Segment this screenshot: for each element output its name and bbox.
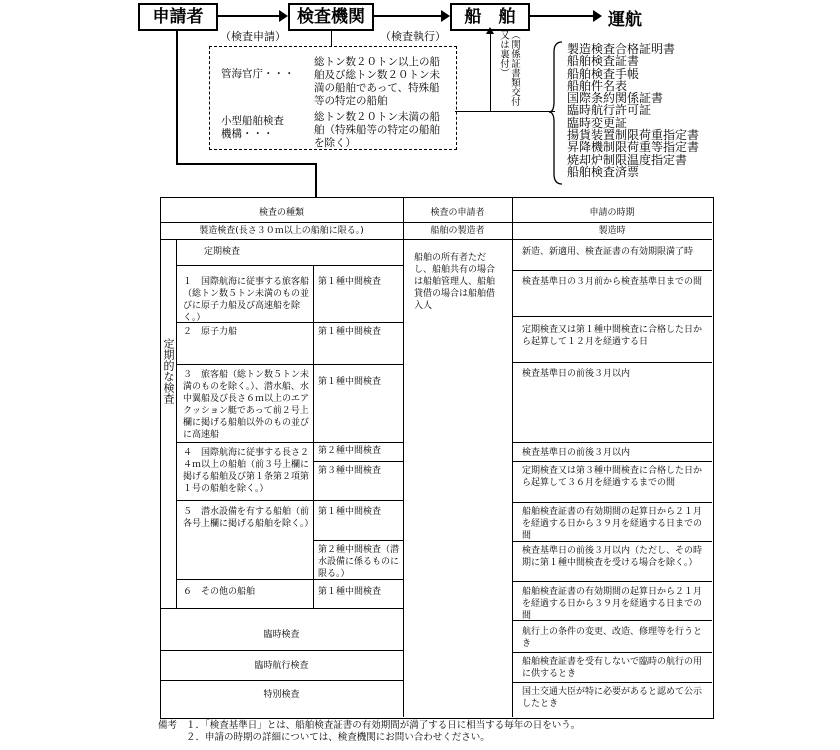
timing: 検査基準日の前後３月以内 [522, 448, 631, 458]
cert-item: 船舶検査証書 [567, 54, 640, 69]
header-applicant: 検査の申請者 [430, 208, 485, 218]
timing: 航行上の条件の変更、改造、修理等を行うとき [522, 627, 703, 649]
row-line [512, 620, 712, 621]
mid-check: 第２種中間検査（潜水設備に係るものに限る。） [318, 545, 400, 579]
mid-check: 第１種中間検査 [318, 277, 382, 287]
header-timing: 申請の時期 [589, 208, 635, 218]
periodic-applicant: 船舶の所有者ただし、船舶共有の場合は船舶管理人、船舶貸借の場合は船舶借入人 [414, 253, 496, 311]
note-item: ２．申請の時期の詳細については、検査機関にお問い合わせください。 [186, 732, 490, 743]
row-line [176, 364, 403, 365]
row-line [313, 461, 403, 462]
row-line [160, 650, 403, 651]
timing: 検査基準日の３月前から検査基準日までの間 [522, 277, 703, 287]
mid-check: 第１種中間検査 [318, 587, 382, 597]
arrow-agency-ship [374, 15, 442, 17]
row-line [512, 581, 712, 582]
operation-node: 運航 [608, 10, 642, 30]
timing: 船舶検査証書の有効期間の起算日から２１月を経過する日から３９月を経過する日までの間 [522, 507, 703, 541]
timing: 検査基準日の前後３月以内（ただし、その時期に第１種中間検査を受ける場合を除く。） [522, 546, 703, 568]
row-line [512, 682, 712, 683]
arrowhead-agency [279, 10, 288, 22]
timing: 国土交通大臣が特に必要があると認めて公示したとき [522, 687, 703, 709]
other-inspection: 臨時検査 [263, 630, 300, 640]
mid-check: 第１種中間検査 [318, 327, 382, 337]
row-line [512, 270, 712, 271]
cert-item: 国際条約関係証書 [567, 91, 664, 106]
connector-horizontal [176, 163, 316, 165]
cert-item: 船舶件名表 [567, 78, 628, 93]
arrowhead-up-ship [486, 27, 494, 34]
periodic-sep [176, 239, 177, 608]
col-sep-2 [512, 197, 513, 717]
manufacture-type: 製造検査(長さ３０ｍ以上の船舶に限る。) [199, 226, 364, 236]
mid-check: 第２種中間検査 [318, 446, 382, 456]
agency-desc-2: 総トン数２０トン未満の船舶（特殊船等の特定の船舶を除く） [314, 111, 440, 149]
row-line [512, 362, 712, 363]
notes-label: 備考 [158, 720, 178, 731]
timing: 定期検査又は第１種中間検査に合格した日から起算して１２月を経過する日 [522, 325, 703, 347]
cert-item: 製造検査合格証明書 [567, 42, 676, 56]
mid-check: 第１種中間検査 [318, 377, 382, 387]
other-inspection: 臨時航行検査 [254, 661, 309, 671]
category-3: ３ 旅客船（総トン数５トン未満のものを除く。）、潜水船、水中翼船及び長さ６ｍ以上のエアクッション艇であって前２号上欄に掲げる船舶以外のもの並びに高速船 [183, 370, 310, 440]
mid-col-sep [313, 265, 314, 608]
row-line [160, 680, 403, 681]
row-line [512, 442, 712, 443]
timing: 新造、新適用、検査証書の有効期限満了時 [522, 247, 694, 257]
row-line [176, 265, 403, 266]
apply-label: （検査申請） [220, 30, 286, 43]
agency-desc-1: 総トン数２０トン以上の船舶及び総トン数２０トン未満の船舶であって、特殊船等の特定の船舶 [314, 56, 440, 107]
agency-node: 検査機関 [288, 3, 374, 31]
manufacture-applicant: 船舶の製造者 [430, 226, 485, 236]
timing: 船舶検査証書の有効期間の起算日から２１月を経過する日から３９月を経過する日までの間 [522, 587, 703, 621]
row-line [176, 322, 403, 323]
row-line [512, 461, 712, 462]
row-line [160, 239, 712, 240]
ship-node: 船 舶 [450, 3, 530, 31]
connector-agency-box [331, 30, 332, 46]
row-line [176, 442, 403, 443]
cert-item: 焼却炉制限温度指定書 [567, 152, 688, 167]
row-line [176, 500, 403, 501]
connector-applicant-down [176, 30, 178, 164]
agency-name-1: 管海官庁・・・ [221, 68, 295, 80]
row-line [512, 541, 712, 542]
row-line [313, 540, 403, 541]
row-line [160, 222, 712, 223]
arrowhead-operation [593, 10, 602, 22]
row-line [512, 316, 712, 317]
cert-item: 臨時航行許可証 [567, 103, 652, 118]
category-1: １ 国際航海に従事する旅客船（総トン数５トン未満のもの並びに原子力船及び高速船を除く。） [183, 277, 310, 323]
timing: 船舶検査証書を受有しないで臨時の航行の用に供するとき [522, 657, 703, 679]
category-6: ６ その他の船舶 [183, 587, 256, 597]
category-2: ２ 原子力船 [183, 327, 238, 337]
agency-name-2: 小型船舶検査機構・・・ [221, 115, 284, 140]
category-4: ４ 国際航海に従事する長さ２４ｍ以上の船舶（前３号上欄に掲げる船舶及び第１条第２項第１号の船舶を除く。） [183, 448, 310, 494]
connector-box-ship [455, 111, 555, 112]
arrowhead-ship [441, 10, 450, 22]
mid-check: 第３種中間検査 [318, 466, 382, 476]
timing: 検査基準日の前後３月以内 [522, 369, 631, 379]
cert-item: 船舶検査済票 [567, 164, 640, 179]
cert-item: 臨時変更証 [567, 115, 628, 130]
row-line [512, 502, 712, 503]
note-item: １．「検査基準日」とは、船舶検査証書の有効期間が満了する日に相当する毎年の日をいう。 [186, 720, 581, 731]
issue-label: （関係証書類交付又は裏付） [498, 30, 520, 106]
arrow-applicant-agency [218, 15, 280, 17]
col-sep-1 [403, 197, 404, 717]
applicant-node: 申請者 [138, 3, 218, 31]
cert-item: 昇降機制限荷重等指定書 [567, 140, 700, 155]
cert-brace [548, 40, 564, 186]
connector-up-ship [490, 32, 491, 111]
periodic-label: 定期的な検査 [162, 338, 175, 404]
timing: 定期検査又は第３種中間検査に合格した日から起算して３６月を経過するまでの間 [522, 466, 703, 488]
category-5: ５ 潜水設備を有する船舶（前各号上欄に掲げる船舶を除く。） [183, 507, 314, 529]
connector-to-table [315, 163, 317, 197]
exec-label: （検査執行） [380, 30, 446, 43]
header-type: 検査の種類 [258, 208, 304, 218]
certificate-list [567, 43, 699, 178]
manufacture-timing: 製造時 [598, 226, 626, 236]
arrow-ship-operation [530, 15, 594, 17]
cert-item: 揚貨装置制限荷重指定書 [567, 128, 700, 143]
row-line [176, 579, 403, 580]
row-line [160, 608, 403, 609]
other-inspection: 特別検査 [263, 690, 300, 700]
row-line [512, 652, 712, 653]
cert-item: 船舶検査手帳 [567, 66, 640, 81]
mid-check: 第１種中間検査 [318, 507, 382, 517]
teiki-label: 定期検査 [204, 247, 241, 257]
